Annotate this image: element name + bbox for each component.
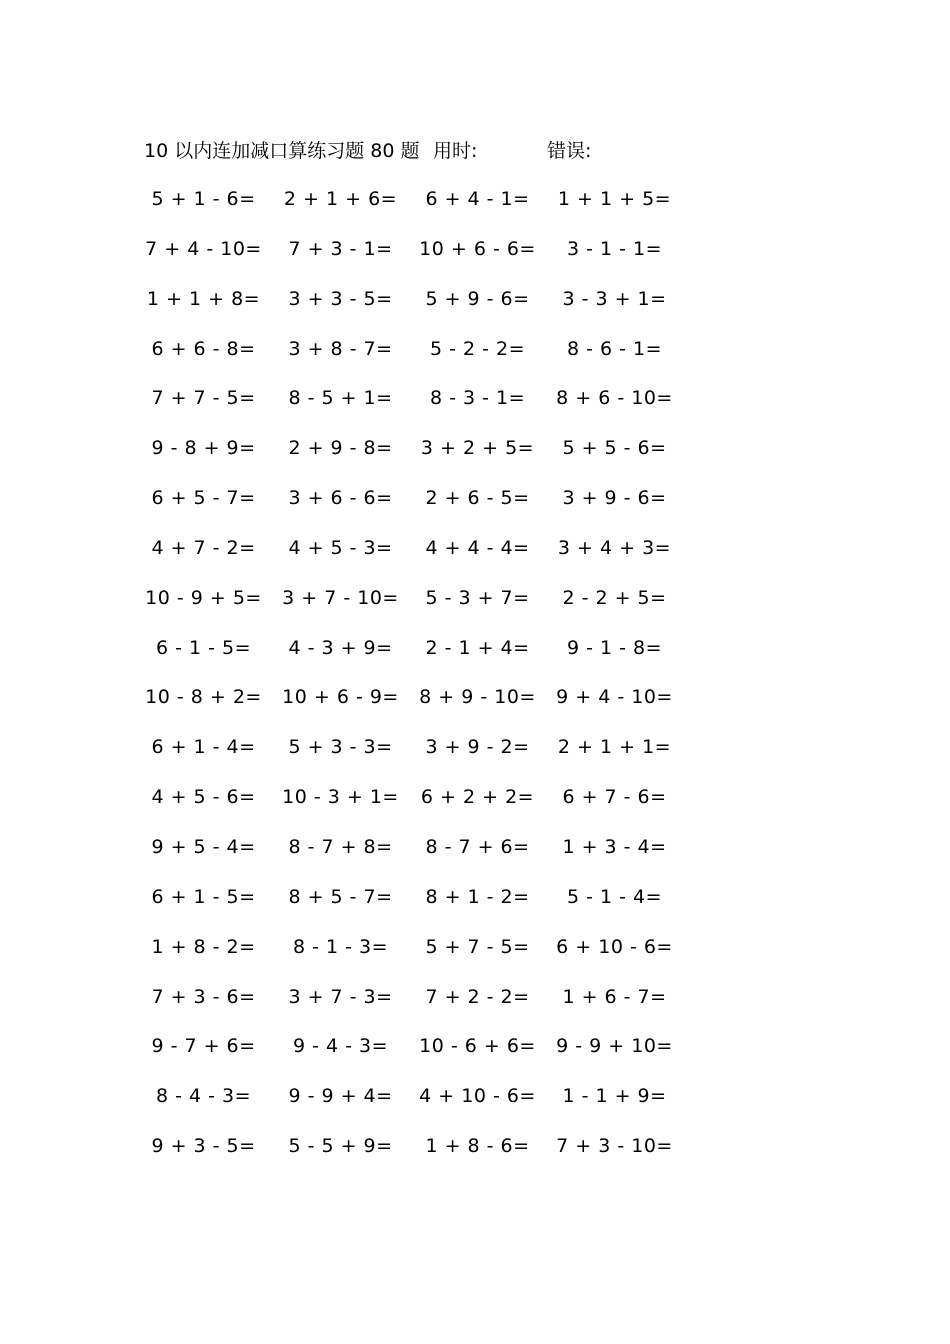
problem-item: 3 + 8 - 7=	[288, 337, 393, 360]
problem-row	[135, 783, 695, 833]
problem-item: 4 + 10 - 6=	[419, 1085, 536, 1108]
problem-item: 3 + 7 - 3=	[288, 985, 393, 1008]
problem-item: 9 + 5 - 4=	[151, 835, 256, 858]
problem-item: 2 + 1 + 6=	[283, 188, 398, 210]
problem-item: 4 + 5 - 3=	[288, 536, 393, 559]
problem-item: 5 - 2 - 2=	[429, 337, 526, 360]
problem-row	[135, 683, 695, 733]
problem-item: 1 + 1 + 8=	[146, 287, 261, 310]
problem-item: 2 - 2 + 5=	[562, 586, 667, 609]
problem-item: 6 + 4 - 1=	[425, 188, 530, 210]
problem-item: 6 + 1 - 5=	[151, 885, 256, 908]
problem-item: 4 + 7 - 2=	[151, 536, 256, 559]
problem-item: 9 - 8 + 9=	[151, 437, 256, 460]
problem-row	[135, 883, 695, 933]
problem-item: 9 + 4 - 10=	[556, 686, 673, 709]
problem-item: 6 + 7 - 6=	[562, 786, 667, 809]
problem-item: 10 + 6 - 6=	[419, 237, 536, 260]
problem-item: 5 + 3 - 3=	[288, 736, 393, 759]
problem-row	[135, 733, 695, 783]
problem-item: 6 + 6 - 8=	[151, 337, 256, 360]
problem-item: 3 + 2 + 5=	[420, 437, 535, 460]
problem-item: 6 + 10 - 6=	[556, 935, 673, 958]
problem-item: 3 + 9 - 6=	[562, 487, 667, 510]
problem-item: 8 - 3 - 1=	[429, 387, 526, 410]
problem-item: 2 + 6 - 5=	[425, 487, 530, 510]
problem-row	[135, 833, 695, 883]
problem-item: 3 + 7 - 10=	[282, 586, 399, 609]
time-label: 用时:	[433, 140, 478, 162]
problem-item: 10 - 6 + 6=	[419, 1035, 536, 1058]
problem-item: 6 + 5 - 7=	[151, 487, 256, 510]
problem-item: 5 - 5 + 9=	[288, 1135, 393, 1158]
problem-row	[135, 434, 695, 484]
problem-item: 6 + 2 + 2=	[420, 786, 535, 809]
problem-item: 3 - 1 - 1=	[566, 237, 663, 260]
problem-row	[135, 1032, 695, 1082]
problem-row	[135, 634, 695, 684]
problem-item: 8 + 1 - 2=	[425, 885, 530, 908]
problem-item: 5 + 5 - 6=	[562, 437, 667, 460]
problem-item: 8 + 9 - 10=	[419, 686, 536, 709]
problem-item: 1 + 1 + 5=	[557, 188, 672, 210]
problem-item: 9 - 9 + 4=	[288, 1085, 393, 1108]
problem-item: 4 + 4 - 4=	[425, 536, 530, 559]
problem-item: 2 - 1 + 4=	[425, 636, 530, 659]
problem-item: 5 - 3 + 7=	[425, 586, 530, 609]
worksheet-title: 10 以内连加减口算练习题 80 题	[144, 140, 420, 162]
problem-row	[135, 1132, 695, 1182]
problem-item: 8 - 6 - 1=	[566, 337, 663, 360]
problem-item: 3 + 3 - 5=	[288, 287, 393, 310]
problem-item: 3 + 9 - 2=	[425, 736, 530, 759]
problem-item: 1 + 8 - 6=	[425, 1135, 530, 1158]
problem-item: 8 + 6 - 10=	[556, 387, 673, 410]
problem-item: 10 - 3 + 1=	[282, 786, 399, 809]
problem-item: 9 + 3 - 5=	[151, 1135, 256, 1158]
problem-item: 10 - 9 + 5=	[145, 586, 262, 609]
error-label: 错误:	[547, 140, 592, 162]
problem-row	[135, 235, 695, 285]
problem-item: 7 + 2 - 2=	[425, 985, 530, 1008]
problem-item: 6 - 1 - 5=	[155, 636, 252, 659]
problem-item: 9 - 9 + 10=	[556, 1035, 673, 1058]
problem-item: 5 + 1 - 6=	[151, 188, 256, 210]
problem-row	[135, 484, 695, 534]
problem-item: 2 + 1 + 1=	[557, 736, 672, 759]
problem-item: 3 + 6 - 6=	[288, 487, 393, 510]
problem-item: 8 - 4 - 3=	[155, 1085, 252, 1108]
problem-item: 3 - 3 + 1=	[562, 287, 667, 310]
problem-item: 7 + 3 - 6=	[151, 985, 256, 1008]
problem-item: 1 + 3 - 4=	[562, 835, 667, 858]
problem-item: 8 - 7 + 6=	[425, 835, 530, 858]
problem-item: 7 + 3 - 1=	[288, 237, 393, 260]
problem-item: 6 + 1 - 4=	[151, 736, 256, 759]
problem-item: 4 + 5 - 6=	[151, 786, 256, 809]
problem-item: 9 - 4 - 3=	[292, 1035, 389, 1058]
problem-item: 8 - 7 + 8=	[288, 835, 393, 858]
problem-item: 9 - 1 - 8=	[566, 636, 663, 659]
problem-item: 1 + 8 - 2=	[151, 935, 256, 958]
problem-row	[135, 285, 695, 335]
problem-row	[135, 933, 695, 983]
problem-row	[135, 185, 695, 235]
problem-item: 7 + 7 - 5=	[151, 387, 256, 410]
problem-item: 5 + 9 - 6=	[425, 287, 530, 310]
problem-item: 10 - 8 + 2=	[145, 686, 262, 709]
problem-item: 8 - 1 - 3=	[292, 935, 389, 958]
problem-row	[135, 983, 695, 1033]
problem-item: 5 + 7 - 5=	[425, 935, 530, 958]
problem-row	[135, 584, 695, 634]
problem-item: 4 - 3 + 9=	[288, 636, 393, 659]
problem-item: 3 + 4 + 3=	[557, 536, 672, 559]
problem-item: 8 + 5 - 7=	[288, 885, 393, 908]
problem-row	[135, 335, 695, 385]
problem-item: 8 - 5 + 1=	[288, 387, 393, 410]
problem-item: 7 + 3 - 10=	[556, 1135, 673, 1158]
problem-item: 9 - 7 + 6=	[151, 1035, 256, 1058]
problem-grid	[135, 185, 695, 1182]
problem-row	[135, 534, 695, 584]
problem-item: 10 + 6 - 9=	[282, 686, 399, 709]
problem-row	[135, 384, 695, 434]
problem-item: 7 + 4 - 10=	[145, 237, 262, 260]
problem-item: 1 - 1 + 9=	[562, 1085, 667, 1108]
problem-item: 1 + 6 - 7=	[562, 985, 667, 1008]
problem-row	[135, 1082, 695, 1132]
problem-item: 5 - 1 - 4=	[566, 885, 663, 908]
problem-item: 2 + 9 - 8=	[288, 437, 393, 460]
worksheet-header	[0, 136, 950, 166]
